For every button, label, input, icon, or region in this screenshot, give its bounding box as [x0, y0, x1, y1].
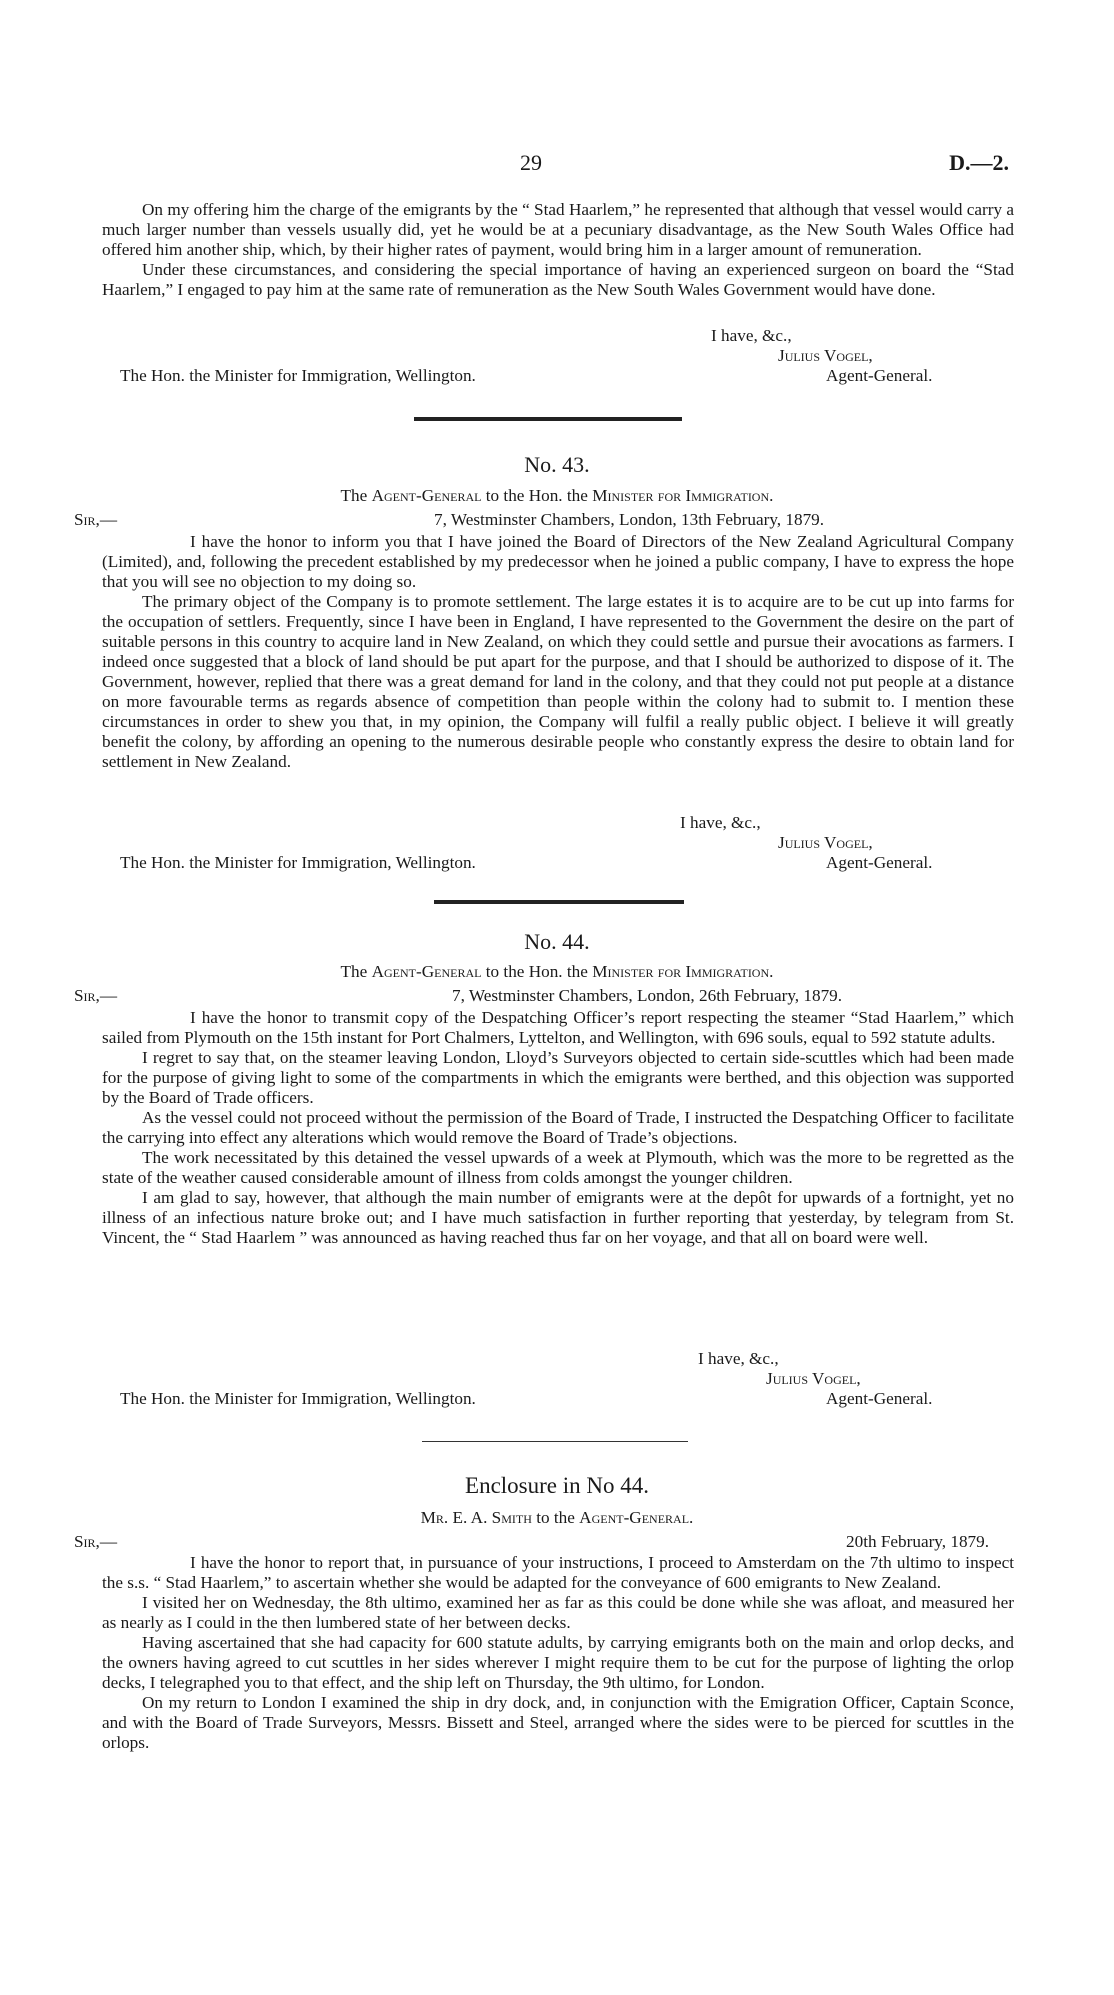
- heading-text: to the: [531, 1508, 580, 1527]
- heading-from: Agent-General: [371, 486, 482, 505]
- addressee: The Hon. the Minister for Immigration, Wellington.: [120, 853, 476, 872]
- signatory: Julius Vogel,: [778, 833, 873, 852]
- section-divider: [422, 1441, 688, 1442]
- paragraph: As the vessel could not proceed without the permission of the Board of Trade, I instructed the Despatching Officer to facilitate the carrying into effect any alterations which would remove the Board of Trade’s objections.: [102, 1108, 1014, 1147]
- letter-number-44: No. 44.: [524, 929, 590, 954]
- signatory-title: Agent-General.: [826, 1389, 933, 1408]
- paragraph: I have the honor to report that, in pursuance of your instructions, I proceed to Amsterdam on the 7th ultimo to inspect the s.s. “ Stad Haarlem,” to ascertain whether she would be adapted for the conveyance of 600 emigrants to New Zealand.: [102, 1553, 1014, 1592]
- letter-44-heading: [0, 962, 1114, 982]
- closing: I have, &c.,: [680, 813, 761, 832]
- paragraph: I am glad to say, however, that although the main number of emigrants were at the depôt for upwards of a fortnight, yet no illness of an infectious nature broke out; and I have much satisfaction in further reporting that yesterday, by telegram from St. Vincent, the “ Stad Haarlem ” was announced as having reached thus far on her voyage, and that all on board were well.: [102, 1188, 1014, 1247]
- section-divider: [434, 900, 684, 904]
- letter-43-heading: [0, 486, 1114, 506]
- closing: I have, &c.,: [711, 326, 792, 345]
- salutation: Sir,—: [74, 986, 118, 1005]
- letter-44-body: [102, 1008, 1014, 1248]
- signatory: Julius Vogel,: [778, 346, 873, 365]
- enclosure-heading: [0, 1508, 1114, 1528]
- paragraph: Under these circumstances, and considering the special importance of having an experienced surgeon on board the “Stad Haarlem,” I engaged to pay him at the same rate of remuneration as the New South Wales Government would have done.: [102, 260, 1014, 299]
- heading-to: Minister for Immigration.: [592, 486, 774, 505]
- paragraph: Having ascertained that she had capacity for 600 statute adults, by carrying emigrants both on the main and orlop decks, and the owners having agreed to cut scuttles in her sides wherever I might require them to be cut for the purpose of lighting the orlop decks, I telegraphed you to that effect, and the ship left on Thursday, the 9th ultimo, for London.: [102, 1633, 1014, 1692]
- date: 20th February, 1879.: [846, 1532, 990, 1551]
- heading-from: Mr. E. A. Smith: [420, 1508, 532, 1527]
- section-divider: [414, 417, 682, 421]
- paragraph: The primary object of the Company is to promote settlement. The large estates it is to acquire are to be cut up into farms for the occupation of settlers. Frequently, since I have been in England, I have represented to the Government the desire on the part of suitable persons in this country to acquire land in New Zealand, on which they could settle and pursue their avocations as farmers. I indeed once suggested that a block of land should be put apart for the purpose, and that I should be authorized to dispose of it. The Government, however, replied that there was a great demand for land in the colony, and that they could not put people at a distance on more favourable terms as regards absence of competition than people within the colony had to submit to. I mention these circumstances in order to shew you that, in my opinion, the Company will fulfil a really public object. I believe it will greatly benefit the colony, by affording an opening to the numerous desirable people who constantly express the desire to obtain land for settlement in New Zealand.: [102, 592, 1014, 771]
- salutation: Sir,—: [74, 510, 118, 529]
- paragraph: On my return to London I examined the ship in dry dock, and, in conjunction with the Emigration Officer, Captain Sconce, and with the Board of Trade Surveyors, Messrs. Bissett and Steel, arranged where the sides were to be pierced for scuttles in the orlops.: [102, 1693, 1014, 1752]
- addressee: The Hon. the Minister for Immigration, Wellington.: [120, 366, 476, 385]
- heading-text: The: [340, 486, 372, 505]
- heading-to: Agent-General.: [579, 1508, 694, 1527]
- letter-42-tail: [102, 200, 1014, 300]
- heading-text: The: [340, 962, 372, 981]
- heading-to: Minister for Immigration.: [592, 962, 774, 981]
- paragraph: I visited her on Wednesday, the 8th ultimo, examined her as far as this could be done while she was afloat, and measured her as nearly as I could in the then lumbered state of her between decks.: [102, 1593, 1014, 1632]
- paragraph: I regret to say that, on the steamer leaving London, Lloyd’s Surveyors objected to certain side-scuttles which had been made for the purpose of giving light to some of the compartments in which the emigrants were berthed, and this objection was supported by the Board of Trade officers.: [102, 1048, 1014, 1107]
- signatory-title: Agent-General.: [826, 853, 933, 872]
- letter-number-43: No. 43.: [524, 452, 590, 477]
- enclosure-body: [102, 1553, 1014, 1753]
- salutation: Sir,—: [74, 1532, 118, 1551]
- address-date: 7, Westminster Chambers, London, 13th February, 1879.: [434, 510, 825, 529]
- paragraph: I have the honor to inform you that I have joined the Board of Directors of the New Zealand Agricultural Company (Limited), and, following the precedent established by my predecessor when he joined a public company, I have to express the hope that you will see no objection to my doing so.: [102, 532, 1014, 591]
- paragraph: I have the honor to transmit copy of the Despatching Officer’s report respecting the steamer “Stad Haarlem,” which sailed from Plymouth on the 15th instant for Port Chalmers, Lyttelton, and Wellington, with 696 souls, equal to 592 statute adults.: [102, 1008, 1014, 1047]
- heading-text: to the Hon. the: [481, 486, 593, 505]
- document-code: D.—2.: [949, 150, 1009, 175]
- paragraph: On my offering him the charge of the emigrants by the “ Stad Haarlem,” he represented that although that vessel would carry a much larger number than vessels usually did, yet he would be at a pecuniary disadvantage, as the New South Wales Office had offered him another ship, which, by their higher rates of payment, would bring him in a larger amount of remuneration.: [102, 200, 1014, 259]
- enclosure-title: Enclosure in No 44.: [465, 1473, 649, 1498]
- closing: I have, &c.,: [698, 1349, 779, 1368]
- page-number: 29: [520, 150, 542, 175]
- addressee: The Hon. the Minister for Immigration, Wellington.: [120, 1389, 476, 1408]
- signatory: Julius Vogel,: [766, 1369, 861, 1388]
- heading-from: Agent-General: [371, 962, 482, 981]
- paragraph: The work necessitated by this detained the vessel upwards of a week at Plymouth, which was the more to be regretted as the state of the weather caused considerable amount of illness from colds amongst the younger children.: [102, 1148, 1014, 1187]
- heading-text: to the Hon. the: [481, 962, 593, 981]
- letter-43-body: [102, 532, 1014, 772]
- address-date: 7, Westminster Chambers, London, 26th February, 1879.: [452, 986, 843, 1005]
- signatory-title: Agent-General.: [826, 366, 933, 385]
